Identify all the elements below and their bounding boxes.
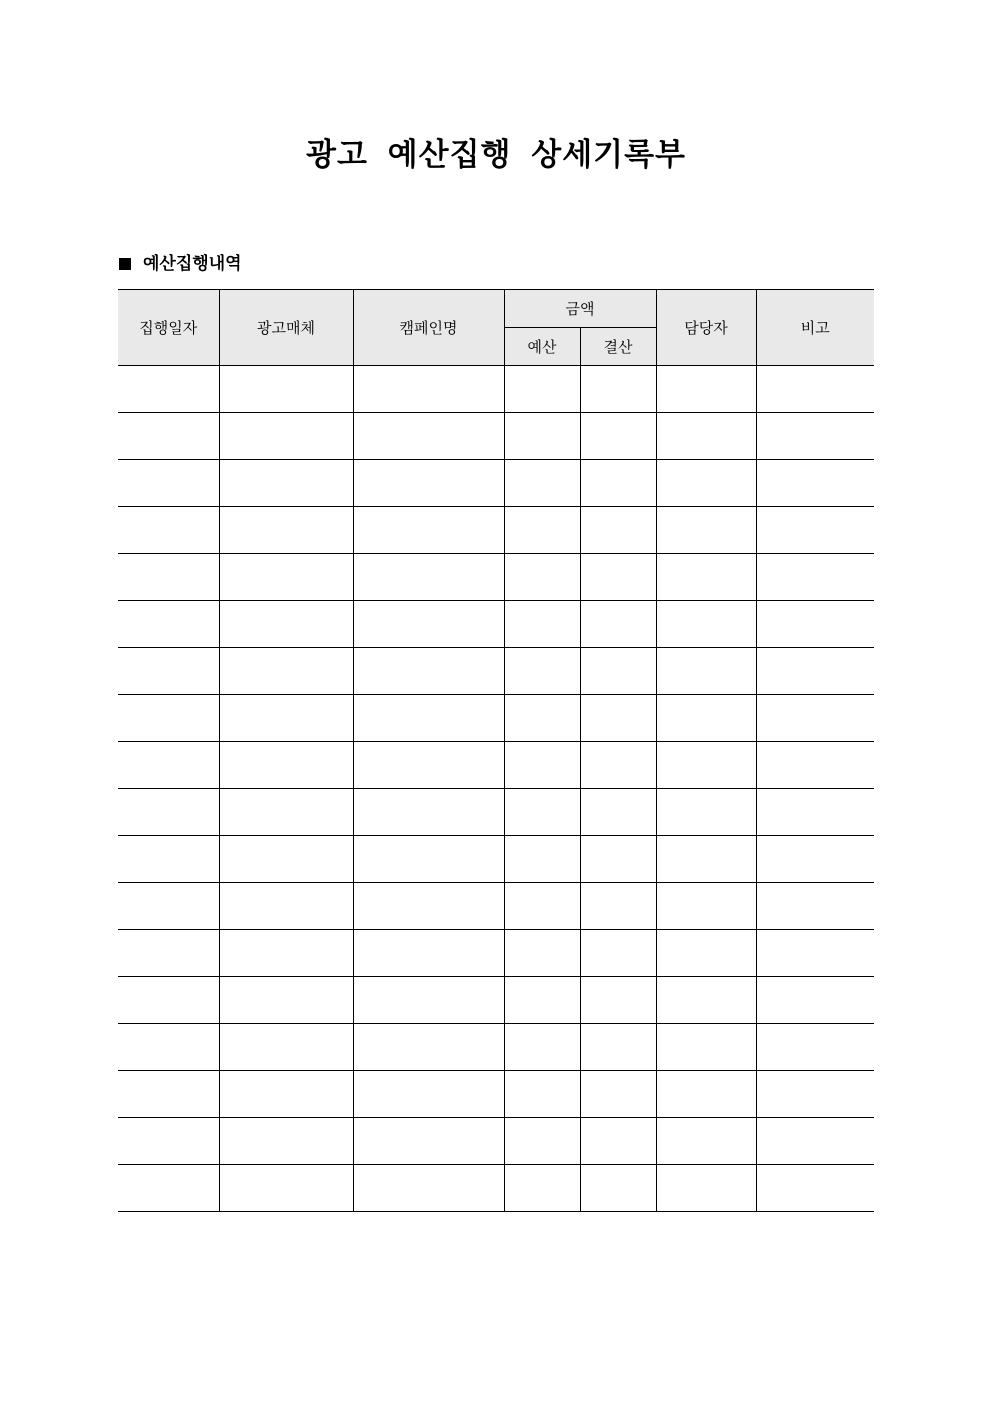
campaign-cell[interactable] <box>353 883 504 930</box>
header-media: 광고매체 <box>219 290 353 366</box>
campaign-cell[interactable] <box>353 836 504 883</box>
media-cell[interactable] <box>219 1071 353 1118</box>
table-row <box>118 507 874 554</box>
table-row <box>118 1118 874 1165</box>
date-cell[interactable] <box>118 413 219 460</box>
remarks-cell[interactable] <box>756 977 874 1024</box>
budget-cell[interactable] <box>504 1071 580 1118</box>
budget-cell[interactable] <box>504 648 580 695</box>
manager-cell[interactable] <box>656 460 756 507</box>
manager-cell[interactable] <box>656 554 756 601</box>
table-row <box>118 695 874 742</box>
header-remarks: 비고 <box>756 290 874 366</box>
date-cell[interactable] <box>118 930 219 977</box>
table-row <box>118 460 874 507</box>
settlement-cell[interactable] <box>580 1024 656 1071</box>
settlement-cell[interactable] <box>580 554 656 601</box>
settlement-cell[interactable] <box>580 1165 656 1212</box>
manager-cell[interactable] <box>656 1071 756 1118</box>
settlement-cell[interactable] <box>580 883 656 930</box>
remarks-cell[interactable] <box>756 1118 874 1165</box>
campaign-cell[interactable] <box>353 601 504 648</box>
campaign-cell[interactable] <box>353 648 504 695</box>
remarks-cell[interactable] <box>756 601 874 648</box>
date-cell[interactable] <box>118 742 219 789</box>
date-cell[interactable] <box>118 1118 219 1165</box>
remarks-cell[interactable] <box>756 836 874 883</box>
budget-cell[interactable] <box>504 836 580 883</box>
remarks-cell[interactable] <box>756 930 874 977</box>
campaign-cell[interactable] <box>353 930 504 977</box>
date-cell[interactable] <box>118 554 219 601</box>
table-row <box>118 1024 874 1071</box>
media-cell[interactable] <box>219 836 353 883</box>
budget-cell[interactable] <box>504 742 580 789</box>
date-cell[interactable] <box>118 695 219 742</box>
settlement-cell[interactable] <box>580 977 656 1024</box>
campaign-cell[interactable] <box>353 1118 504 1165</box>
table-row <box>118 554 874 601</box>
table-row <box>118 1071 874 1118</box>
budget-cell[interactable] <box>504 1024 580 1071</box>
manager-cell[interactable] <box>656 601 756 648</box>
media-cell[interactable] <box>219 695 353 742</box>
campaign-cell[interactable] <box>353 789 504 836</box>
remarks-cell[interactable] <box>756 789 874 836</box>
manager-cell[interactable] <box>656 836 756 883</box>
date-cell[interactable] <box>118 507 219 554</box>
settlement-cell[interactable] <box>580 930 656 977</box>
table-row <box>118 366 874 413</box>
campaign-cell[interactable] <box>353 507 504 554</box>
date-cell[interactable] <box>118 836 219 883</box>
manager-cell[interactable] <box>656 1165 756 1212</box>
manager-cell[interactable] <box>656 930 756 977</box>
manager-cell[interactable] <box>656 742 756 789</box>
campaign-cell[interactable] <box>353 1165 504 1212</box>
remarks-cell[interactable] <box>756 1071 874 1118</box>
campaign-cell[interactable] <box>353 742 504 789</box>
settlement-cell[interactable] <box>580 695 656 742</box>
campaign-cell[interactable] <box>353 460 504 507</box>
budget-cell[interactable] <box>504 930 580 977</box>
media-cell[interactable] <box>219 648 353 695</box>
campaign-cell[interactable] <box>353 554 504 601</box>
budget-cell[interactable] <box>504 601 580 648</box>
table-row <box>118 601 874 648</box>
budget-cell[interactable] <box>504 507 580 554</box>
header-budget: 예산 <box>504 328 580 366</box>
remarks-cell[interactable] <box>756 742 874 789</box>
settlement-cell[interactable] <box>580 413 656 460</box>
budget-cell[interactable] <box>504 789 580 836</box>
date-cell[interactable] <box>118 789 219 836</box>
budget-cell[interactable] <box>504 554 580 601</box>
manager-cell[interactable] <box>656 1118 756 1165</box>
date-cell[interactable] <box>118 977 219 1024</box>
campaign-cell[interactable] <box>353 977 504 1024</box>
budget-execution-table <box>118 289 874 1212</box>
date-cell[interactable] <box>118 1024 219 1071</box>
budget-cell[interactable] <box>504 413 580 460</box>
date-cell[interactable] <box>118 366 219 413</box>
remarks-cell[interactable] <box>756 648 874 695</box>
remarks-cell[interactable] <box>756 460 874 507</box>
table-row <box>118 413 874 460</box>
remarks-cell[interactable] <box>756 413 874 460</box>
date-cell[interactable] <box>118 460 219 507</box>
media-cell[interactable] <box>219 460 353 507</box>
document-title: 광고 예산집행 상세기록부 <box>306 137 686 173</box>
media-cell[interactable] <box>219 1024 353 1071</box>
media-cell[interactable] <box>219 507 353 554</box>
campaign-cell[interactable] <box>353 1071 504 1118</box>
date-cell[interactable] <box>118 601 219 648</box>
date-cell[interactable] <box>118 1071 219 1118</box>
square-bullet-icon <box>119 258 131 270</box>
budget-cell[interactable] <box>504 883 580 930</box>
campaign-cell[interactable] <box>353 1024 504 1071</box>
budget-cell[interactable] <box>504 977 580 1024</box>
manager-cell[interactable] <box>656 695 756 742</box>
manager-cell[interactable] <box>656 977 756 1024</box>
settlement-cell[interactable] <box>580 742 656 789</box>
manager-cell[interactable] <box>656 789 756 836</box>
media-cell[interactable] <box>219 930 353 977</box>
settlement-cell[interactable] <box>580 601 656 648</box>
date-cell[interactable] <box>118 1165 219 1212</box>
settlement-cell[interactable] <box>580 648 656 695</box>
section-heading-label: 예산집행내역 <box>143 254 242 274</box>
header-amount: 금액 <box>504 290 656 328</box>
table-row <box>118 977 874 1024</box>
date-cell[interactable] <box>118 648 219 695</box>
budget-cell[interactable] <box>504 695 580 742</box>
settlement-cell[interactable] <box>580 366 656 413</box>
media-cell[interactable] <box>219 554 353 601</box>
header-settlement: 결산 <box>580 328 656 366</box>
settlement-cell[interactable] <box>580 460 656 507</box>
media-cell[interactable] <box>219 977 353 1024</box>
media-cell[interactable] <box>219 1165 353 1212</box>
remarks-cell[interactable] <box>756 1024 874 1071</box>
settlement-cell[interactable] <box>580 1071 656 1118</box>
remarks-cell[interactable] <box>756 366 874 413</box>
budget-cell[interactable] <box>504 366 580 413</box>
table-row <box>118 883 874 930</box>
media-cell[interactable] <box>219 789 353 836</box>
section-heading <box>119 252 242 276</box>
header-date: 집행일자 <box>118 290 219 366</box>
budget-cell[interactable] <box>504 1118 580 1165</box>
manager-cell[interactable] <box>656 883 756 930</box>
table-row <box>118 836 874 883</box>
budget-cell[interactable] <box>504 460 580 507</box>
media-cell[interactable] <box>219 366 353 413</box>
media-cell[interactable] <box>219 742 353 789</box>
table-row <box>118 648 874 695</box>
date-cell[interactable] <box>118 883 219 930</box>
remarks-cell[interactable] <box>756 554 874 601</box>
header-campaign: 캠페인명 <box>353 290 504 366</box>
campaign-cell[interactable] <box>353 413 504 460</box>
budget-cell[interactable] <box>504 1165 580 1212</box>
manager-cell[interactable] <box>656 507 756 554</box>
campaign-cell[interactable] <box>353 695 504 742</box>
settlement-cell[interactable] <box>580 836 656 883</box>
manager-cell[interactable] <box>656 413 756 460</box>
settlement-cell[interactable] <box>580 789 656 836</box>
settlement-cell[interactable] <box>580 1118 656 1165</box>
manager-cell[interactable] <box>656 366 756 413</box>
table-row <box>118 742 874 789</box>
table-body <box>118 366 874 1212</box>
manager-cell[interactable] <box>656 1024 756 1071</box>
remarks-cell[interactable] <box>756 883 874 930</box>
media-cell[interactable] <box>219 601 353 648</box>
remarks-cell[interactable] <box>756 695 874 742</box>
table-row <box>118 1165 874 1212</box>
remarks-cell[interactable] <box>756 507 874 554</box>
media-cell[interactable] <box>219 1118 353 1165</box>
table-row <box>118 789 874 836</box>
manager-cell[interactable] <box>656 648 756 695</box>
media-cell[interactable] <box>219 413 353 460</box>
media-cell[interactable] <box>219 883 353 930</box>
header-manager: 담당자 <box>656 290 756 366</box>
table-row <box>118 930 874 977</box>
campaign-cell[interactable] <box>353 366 504 413</box>
remarks-cell[interactable] <box>756 1165 874 1212</box>
settlement-cell[interactable] <box>580 507 656 554</box>
